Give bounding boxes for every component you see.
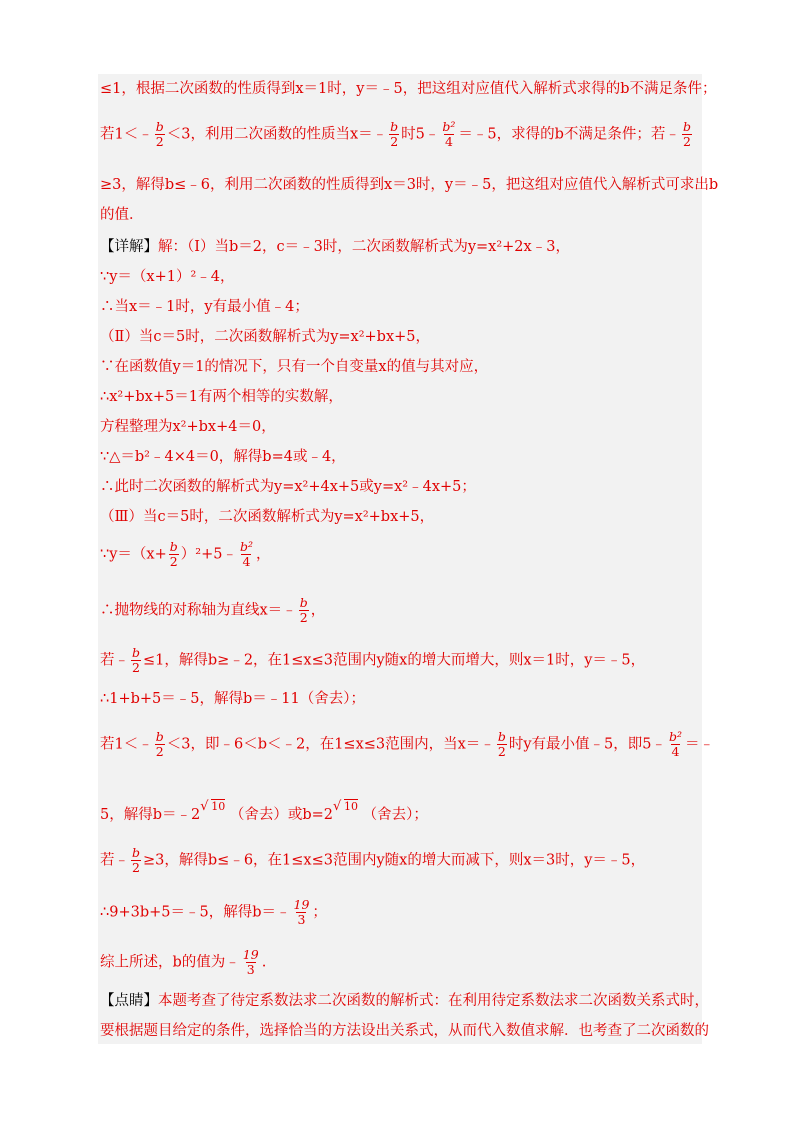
- detail-line-7: 方程整理为x²+bx+4＝0，: [100, 419, 276, 435]
- detail-line-18: ∴9+3b+5＝﹣5，解得b＝﹣ $\frac{19}{3}$ ；: [100, 897, 327, 927]
- comment-line-2: 要根据题目给定的条件，选择恰当的方法设出关系式，从而代入数值求解．也考查了二次函数的: [100, 1023, 709, 1039]
- sqrt-10: √ 10: [200, 799, 226, 814]
- detail-line-10: （Ⅲ）当c＝5时，二次函数解析式为y=x²+bx+5，: [100, 509, 435, 525]
- detail-line-6: ∴x²+bx+5＝1有两个相等的实数解，: [100, 389, 343, 405]
- sqrt-10: √ 10: [333, 799, 359, 814]
- fraction: $\frac{b}{2}$: [132, 845, 141, 875]
- fraction: $\frac{b}{2}$: [299, 595, 308, 625]
- conclusion-line: 综上所述，b的值为﹣ $\frac{19}{3}$ .: [100, 947, 267, 977]
- fraction: $\frac{b}{2}$: [169, 539, 178, 569]
- analysis-line-4: 的值．: [100, 207, 144, 223]
- detail-line-14: ∴1+b+5＝﹣5，解得b＝﹣11（舍去）；: [100, 691, 365, 707]
- detail-line-11: ∵y＝（x+ $\frac{b}{2}$ ）²+5﹣ $\frac{\text{b²}}{4}$ ，: [100, 539, 271, 569]
- detail-line-12: ∴抛物线的对称轴为直线x＝﹣ $\frac{b}{2}$ ，: [100, 595, 326, 625]
- fraction: $\frac{\text{b²}}{4}$: [239, 539, 253, 569]
- fraction: $\frac{\text{b²}}{4}$: [668, 729, 682, 759]
- detail-line-9: ∴此时二次函数的解析式为y=x²+4x+5或y=x²﹣4x+5；: [100, 479, 476, 495]
- comment-line-1: 【点睛】本题考查了待定系数法求二次函数的解析式：在利用待定系数法求二次函数关系式时，: [100, 993, 709, 1009]
- detail-line-16: 5，解得b＝﹣2 $^{√ 10}$ （舍去）或b=2 $^{√ 10}$ （舍去）；: [100, 799, 428, 823]
- detail-line-3: ∴当x＝﹣1时，y有最小值﹣4；: [100, 299, 309, 315]
- detail-line-5: ∵在函数值y＝1的情况下，只有一个自变量x的值与其对应，: [100, 359, 489, 375]
- fraction: $\frac{b}{2}$: [390, 119, 399, 149]
- fraction: $\frac{b}{2}$: [497, 729, 506, 759]
- detail-line-2: ∵y＝（x+1）²﹣4，: [100, 269, 235, 285]
- analysis-line-2: 若1＜﹣ $\frac{b}{2}$ ＜3，利用二次函数的性质当x＝﹣ $\frac{b}{2}$ 时5﹣ $\frac{\text{b²}}{4}$ ＝﹣5，求得的b不满足条件；若﹣ $\frac{b}{2}$: [100, 119, 691, 149]
- fraction: $\frac{b}{2}$: [682, 119, 691, 149]
- detail-line-13: 若﹣ $\frac{b}{2}$ ≤1，解得b≥﹣2，在1≤x≤3范围内y随x的增大而增大，则x＝1时，y＝﹣5，: [100, 645, 646, 675]
- fraction: $\frac{b}{2}$: [132, 645, 141, 675]
- detail-line-4: （Ⅱ）当c＝5时，二次函数解析式为y=x²+bx+5，: [100, 329, 431, 345]
- fraction: $\frac{19}{3}$: [242, 947, 259, 977]
- fraction: $\frac{b}{2}$: [155, 119, 164, 149]
- detail-line-8: ∵△＝b²﹣4×4＝0，解得b=4或﹣4，: [100, 449, 346, 465]
- fraction: $\frac{b}{2}$: [155, 729, 164, 759]
- fraction: $\frac{\text{b²}}{4}$: [442, 119, 456, 149]
- fraction: $\frac{19}{3}$: [293, 897, 310, 927]
- detail-line-17: 若﹣ $\frac{b}{2}$ ≥3，解得b≤﹣6，在1≤x≤3范围内y随x的增大而减下，则x＝3时，y＝﹣5，: [100, 845, 646, 875]
- analysis-line-1: ≤1，根据二次函数的性质得到x＝1时，y＝﹣5，把这组对应值代入解析式求得的b不满足条件；: [100, 81, 717, 97]
- detail-line-15: 若1＜﹣ $\frac{b}{2}$ ＜3，即﹣6＜b＜﹣2，在1≤x≤3范围内，当x＝﹣ $\frac{b}{2}$ 时y有最小值﹣5，即5﹣ $\frac{\text{b²}}{4}$ ＝﹣: [100, 729, 714, 759]
- detail-heading-line: 【详解】解：（Ⅰ）当b＝2，c＝﹣3时，二次函数解析式为y=x²+2x﹣3，: [100, 239, 570, 255]
- analysis-line-3: ≥3，解得b≤﹣6，利用二次函数的性质得到x＝3时，y＝﹣5，把这组对应值代入解析式可求出b: [100, 177, 719, 193]
